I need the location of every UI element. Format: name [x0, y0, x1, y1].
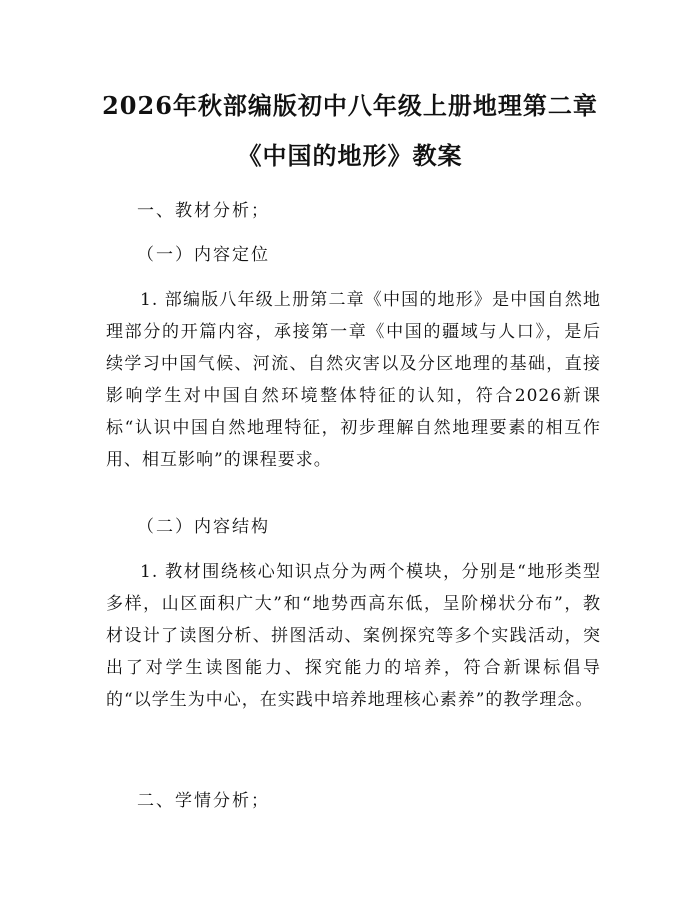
section-heading-student-analysis: 二、学情分析；: [137, 791, 270, 811]
document-title-line-1: 2026年秋部编版初中八年级上册地理第二章: [102, 91, 598, 120]
subheading-content-positioning: （一）内容定位: [137, 245, 270, 265]
subheading-content-structure: （二）内容结构: [137, 517, 270, 537]
paragraph-content-structure: 1. 教材围绕核心知识点分为两个模块，分别是“地形类型多样，山区面积广大”和“地势西高东低，呈阶梯状分布”，教材设计了读图分析、拼图活动、案例探究等多个实践活动，突出了对学生读图能力、探究能力的培养，符合新课标倡导的“以学生为中心，在实践中培养地理核心素养”的教学理念。: [106, 562, 601, 710]
paragraph-content-positioning: 1. 部编版八年级上册第二章《中国的地形》是中国自然地理部分的开篇内容，承接第一章《中国的疆域与人口》，是后续学习中国气候、河流、自然灾害以及分区地理的基础，直接影响学生对中国自然环境整体特征的认知，符合2026新课标“认识中国自然地理特征，初步理解自然地理要素的相互作用、相互影响”的课程要求。: [106, 290, 601, 470]
document-title-line-2: 《中国的地形》教案: [237, 141, 463, 170]
section-heading-textbook-analysis: 一、教材分析；: [137, 201, 270, 221]
